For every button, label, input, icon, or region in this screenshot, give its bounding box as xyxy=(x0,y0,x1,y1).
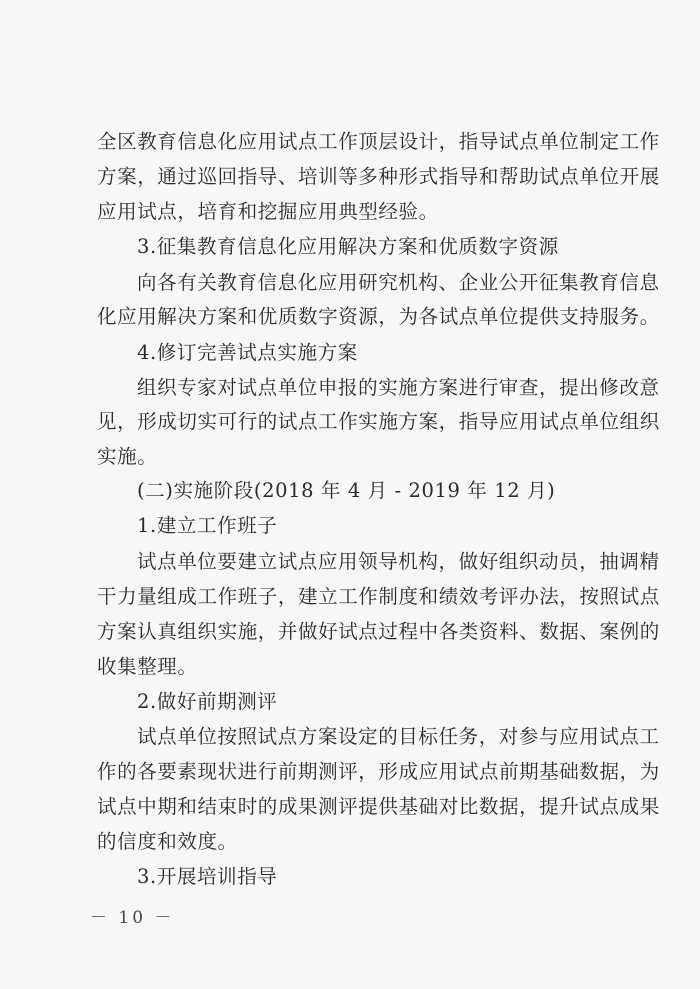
text-line: 向各有关教育信息化应用研究机构、企业公开征集教育信息 xyxy=(137,271,660,294)
text-line: 化应用解决方案和优质数字资源，为各试点单位提供支持服务。 xyxy=(97,305,660,328)
text-line: 的信度和效度。 xyxy=(97,830,238,853)
text-line: 方案，通过巡回指导、培训等多种形式指导和帮助试点单位开展 xyxy=(97,165,660,188)
text-line: 干力量组成工作班子，建立工作制度和绩效考评办法，按照试点 xyxy=(97,585,660,608)
section-heading: (二)实施阶段(2018 年 4 月 - 2019 年 12 月) xyxy=(137,479,556,502)
text-line: 应用试点，培育和挖掘应用典型经验。 xyxy=(97,200,439,223)
text-line: 试点单位要建立试点应用领导机构，做好组织动员，抽调精 xyxy=(137,550,660,573)
section-heading: 2.做好前期测评 xyxy=(137,690,278,713)
text-line: 全区教育信息化应用试点工作顶层设计，指导试点单位制定工作 xyxy=(97,130,660,153)
page-number: － 10 － xyxy=(90,908,175,928)
text-line: 组织专家对试点单位申报的实施方案进行审查，提出修改意 xyxy=(137,376,660,399)
section-heading: 3.征集教育信息化应用解决方案和优质数字资源 xyxy=(137,235,559,258)
text-line: 实施。 xyxy=(97,445,158,468)
text-line: 收集整理。 xyxy=(97,655,198,678)
text-line: 试点单位按照试点方案设定的目标任务，对参与应用试点工 xyxy=(137,725,660,748)
text-line: 方案认真组织实施，并做好试点过程中各类资料、数据、案例的 xyxy=(97,620,660,643)
section-heading: 3.开展培训指导 xyxy=(137,865,278,888)
text-line: 作的各要素现状进行前期测评，形成应用试点前期基础数据，为 xyxy=(97,760,660,783)
text-line: 见，形成切实可行的试点工作实施方案，指导应用试点单位组织 xyxy=(97,410,660,433)
section-heading: 1.建立工作班子 xyxy=(137,514,278,537)
section-heading: 4.修订完善试点实施方案 xyxy=(137,341,358,364)
text-line: 试点中期和结束时的成果测评提供基础对比数据，提升试点成果 xyxy=(97,795,660,818)
